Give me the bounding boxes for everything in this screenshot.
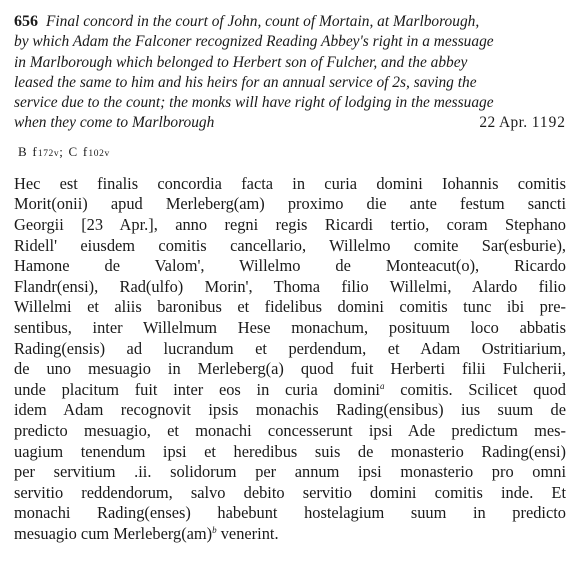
entry-header — [14, 12, 566, 134]
ref-b-label: B f — [18, 143, 38, 159]
ref-c-label: C f — [68, 143, 89, 159]
text-line-18 — [14, 524, 566, 545]
header-text-6: when they come to Marlborough — [14, 114, 215, 132]
header-line-6 — [14, 113, 566, 133]
text-line-10: de uno mesuagio in Merleberg(a) quod fuit Herberti filii Fulcherii, — [14, 359, 566, 379]
text-line-16: servitio reddendorum, salvo debito servitio domini comitis inde. Et — [14, 482, 566, 502]
text-line-6: Flandr(ensi), Rad(ulfo) Morin', Thoma filio Willelmi, Alardo filio — [14, 276, 566, 296]
date-day-month: 22 Apr. — [479, 114, 528, 132]
footnote-marker-b: b — [212, 524, 217, 535]
text-line-1: Hec est finalis concordia facta in curia domini Iohannis comitis — [14, 173, 566, 193]
text-line-15: per servitium .ii. solidorum per annum ipsi monasterio pro omni — [14, 462, 566, 482]
text-line-12: idem Adam recognovit ipsis monachis Rading(ensibus) ius suum de — [14, 400, 566, 420]
date-year: 1192 — [531, 114, 566, 132]
text-line-17: monachi Rading(enses) habebunt hostelagium suum in predicto — [14, 503, 566, 523]
document-page — [14, 12, 566, 544]
text-line-2: Morit(onii) apud Merleberg(am) proximo die ante festum sancti — [14, 194, 566, 214]
charter-text — [14, 174, 566, 545]
text-line-7: Willelmi et aliis baronibus et fidelibus domini comitis tunc ibi pre- — [14, 297, 566, 317]
text-line-13: predicto mesuagio, et monachi concesserunt ipsi Ade predictum mes- — [14, 420, 566, 440]
text-line-11-start: unde placitum fuit inter eos in curia domini — [14, 379, 380, 399]
manuscript-references — [18, 144, 566, 160]
text-line-18-end: venerint. — [216, 523, 279, 543]
header-line-1 — [14, 12, 566, 32]
header-line-5: service due to the count; the monks will have right of lodging in the messuage — [14, 94, 494, 112]
text-line-14: uagium tenendum ipsi et heredibus suis de monasterio Rading(ensi) — [14, 441, 566, 461]
entry-date — [479, 113, 566, 133]
text-line-8: sentibus, inter Willelmum Hese monachum, posituum loco abbatis — [14, 317, 566, 337]
entry-number: 656 — [14, 13, 38, 30]
header-text-1: Final concord in the court of John, count of Mortain, at Marlborough, — [46, 13, 480, 30]
ref-c-folio: 102v — [88, 148, 110, 159]
text-line-5: Hamone de Valom', Willelmo de Monteacut(o), Ricardo — [14, 256, 566, 276]
header-line-4: leased the same to him and his heirs for an annual service of 2s, saving the — [14, 73, 477, 91]
text-line-11 — [14, 380, 566, 401]
text-line-4: Ridell' eiusdem comitis cancellario, Willelmo comite Sar(esburie), — [14, 235, 566, 255]
ref-b-folio: 172v — [37, 148, 60, 159]
ref-separator: ; — [59, 143, 69, 159]
header-line-2: by which Adam the Falconer recognized Reading Abbey's right in a messuage — [14, 33, 494, 51]
text-line-9: Rading(ensis) ad lucrandum et perdendum, et Adam Ostritiarium, — [14, 338, 566, 358]
text-line-18-start: mesuagio cum Merleberg(am) — [14, 523, 213, 543]
header-line-3: in Marlborough which belonged to Herbert son of Fulcher, and the abbey — [14, 53, 468, 71]
footnote-marker-a: a — [379, 380, 385, 391]
text-line-11-end: comitis. Scilicet quod — [384, 379, 566, 399]
text-line-3: Georgii [23 Apr.], anno regni regis Ricardi tertio, coram Stephano — [14, 214, 566, 234]
